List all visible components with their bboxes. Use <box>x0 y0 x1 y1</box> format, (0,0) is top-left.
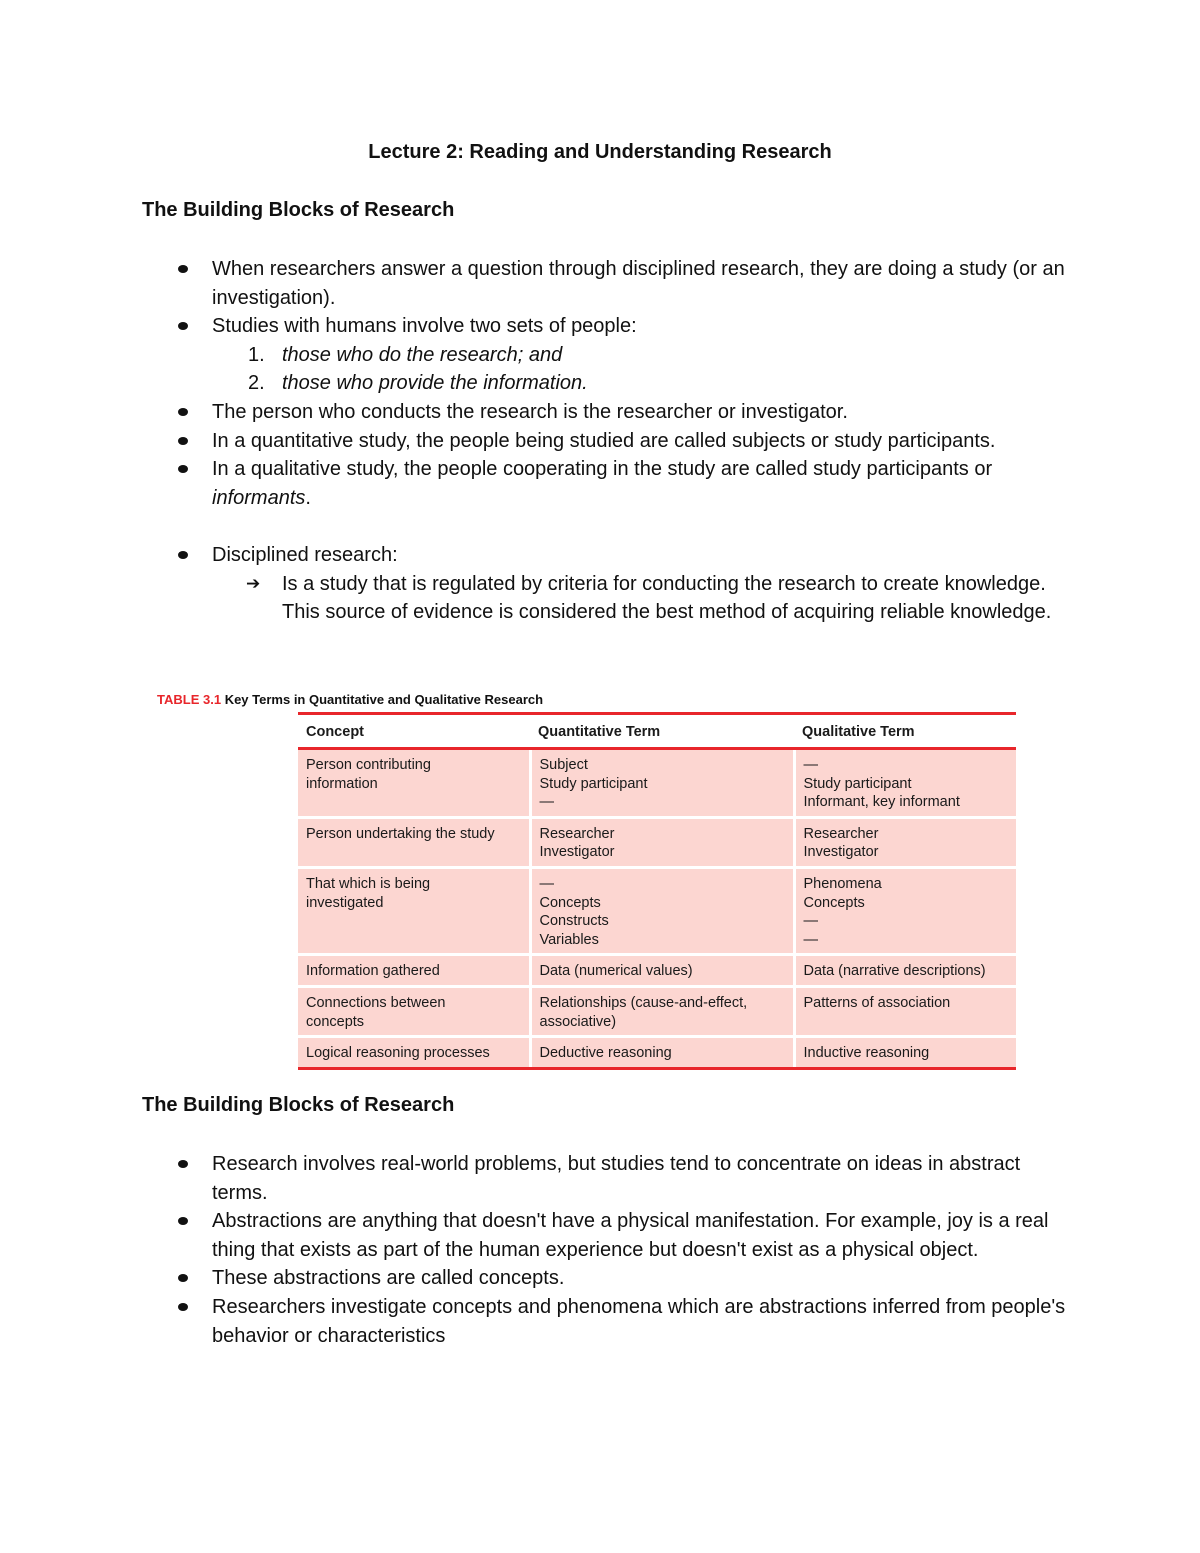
table-row <box>298 986 1016 1036</box>
bullet-dot-icon <box>178 265 188 273</box>
cell-line: Connections between <box>306 994 446 1011</box>
cell-line: Concepts <box>803 894 865 911</box>
bullet-text-end: . <box>305 486 311 509</box>
table-cell-quant <box>530 1037 794 1069</box>
bullet-item <box>212 1207 1072 1264</box>
cell-line: Data (numerical values) <box>539 963 693 980</box>
numbered-list <box>212 341 1072 398</box>
bullet-item <box>212 427 1072 456</box>
bullet-item <box>212 1293 1072 1350</box>
table-caption <box>157 692 543 707</box>
table-cell-qual <box>794 867 1016 954</box>
numbered-item <box>212 369 1072 398</box>
table-cell-concept <box>298 817 530 867</box>
numbered-item <box>212 341 1072 370</box>
cell-line: Researcher <box>539 825 615 842</box>
bullet-item <box>212 1150 1072 1207</box>
table-cell-qual <box>794 986 1016 1036</box>
bullet-dot-icon <box>178 437 188 445</box>
cell-line: Concepts <box>539 894 601 911</box>
bullet-dot-icon <box>178 1274 188 1282</box>
cell-line: Information gathered <box>306 963 440 980</box>
bullet-dot-icon <box>178 1160 188 1168</box>
bullet-text: These abstractions are called concepts. <box>212 1267 565 1290</box>
table-cell-quant <box>530 867 794 954</box>
section-heading-2: The Building Blocks of Research <box>142 1094 455 1116</box>
cell-line: Investigator <box>803 844 879 861</box>
bullet-item <box>212 398 1072 427</box>
cell-line: Phenomena <box>803 875 882 892</box>
key-terms-table <box>298 712 1016 1070</box>
cell-line: Person undertaking the study <box>306 825 495 842</box>
cell-line: Study participant <box>803 775 912 792</box>
arrow-item <box>212 570 1072 627</box>
table-row <box>298 867 1016 954</box>
arrow-list <box>212 570 1072 627</box>
table-cell-quant <box>530 986 794 1036</box>
bullet-text: Studies with humans involve two sets of people: <box>212 315 637 338</box>
cell-line: Data (narrative descriptions) <box>803 963 986 980</box>
cell-line: associative) <box>539 1013 617 1030</box>
table-cell-concept <box>298 955 530 987</box>
column-header: Qualitative Term <box>794 714 1016 749</box>
table-row <box>298 1037 1016 1069</box>
cell-line: Informant, key informant <box>803 794 960 811</box>
cell-line: — <box>803 913 818 930</box>
cell-line: Person contributing <box>306 757 431 773</box>
bullet-dot-icon <box>178 322 188 330</box>
table-cell-concept <box>298 749 530 818</box>
section-1-bullet-list <box>212 255 1072 627</box>
cell-line: Deductive reasoning <box>539 1045 672 1062</box>
table-row <box>298 749 1016 818</box>
table-cell-qual <box>794 955 1016 987</box>
cell-line: — <box>803 931 818 948</box>
cell-line: Relationships (cause-and-effect, <box>539 994 748 1011</box>
bullet-dot-icon <box>178 1303 188 1311</box>
cell-line: Logical reasoning processes <box>306 1045 490 1062</box>
table-cell-qual <box>794 749 1016 818</box>
arrow-item-text: Is a study that is regulated by criteria for conducting the research to create knowledge. This source of evidence is considered the best method of acquiring reliable knowledge. <box>282 572 1052 624</box>
cell-line: Researcher <box>803 825 879 842</box>
column-header: Concept <box>298 714 530 749</box>
cell-line: investigated <box>306 894 384 911</box>
bullet-item <box>212 255 1072 312</box>
table-row <box>298 955 1016 987</box>
cell-line: — <box>539 794 554 811</box>
cell-line: Constructs <box>539 913 609 930</box>
table-cell-quant <box>530 817 794 867</box>
cell-line: Subject <box>539 757 588 773</box>
table-title: Key Terms in Quantitative and Qualitative Research <box>224 692 544 707</box>
bullet-item <box>212 312 1072 398</box>
bullet-text-italic: informants <box>212 486 306 509</box>
bullet-text: The person who conducts the research is the researcher or investigator. <box>212 400 848 423</box>
cell-line: Inductive reasoning <box>803 1045 930 1062</box>
bullet-text: Disciplined research: <box>212 543 398 566</box>
page-title: Lecture 2: Reading and Understanding Research <box>368 141 832 163</box>
bullet-text: In a qualitative study, the people cooperating in the study are called study participants or <box>212 458 993 481</box>
cell-line: Study participant <box>539 775 648 792</box>
cell-line: — <box>539 875 554 892</box>
numbered-text: those who do the research; and <box>282 343 563 366</box>
bullet-dot-icon <box>178 408 188 416</box>
section-heading-1: The Building Blocks of Research <box>142 199 455 221</box>
arrow-right-icon: ➔ <box>246 573 261 594</box>
table-header-row <box>298 714 1016 749</box>
bullet-text: In a quantitative study, the people being studied are called subjects or study participants. <box>212 429 996 452</box>
column-header: Quantitative Term <box>530 714 794 749</box>
bullet-dot-icon <box>178 465 188 473</box>
bullet-item <box>212 455 1072 512</box>
bullet-item <box>212 1264 1072 1293</box>
table-cell-qual <box>794 817 1016 867</box>
table-cell-quant <box>530 749 794 818</box>
table-cell-quant <box>530 955 794 987</box>
bullet-text: Research involves real-world problems, but studies tend to concentrate on ideas in abstract terms. <box>212 1153 1021 1204</box>
table-cell-concept <box>298 986 530 1036</box>
cell-line: concepts <box>306 1013 365 1030</box>
number-marker: 2. <box>248 372 265 395</box>
number-marker: 1. <box>248 343 265 366</box>
bullet-dot-icon <box>178 551 188 559</box>
numbered-text: those who provide the information. <box>282 372 588 395</box>
cell-line: Investigator <box>539 844 615 861</box>
bullet-item <box>212 541 1072 627</box>
bullet-text: Researchers investigate concepts and phenomena which are abstractions inferred from people's behavior or characteristics <box>212 1295 1066 1347</box>
bullet-dot-icon <box>178 1217 188 1225</box>
bullet-text: Abstractions are anything that doesn't have a physical manifestation. For example, joy is a real thing that exists as part of the human experience but doesn't exist as a physical object. <box>212 1210 1049 1261</box>
cell-line: Variables <box>539 931 599 948</box>
table-cell-concept <box>298 1037 530 1069</box>
cell-line: Patterns of association <box>803 994 951 1011</box>
cell-line: — <box>803 757 818 773</box>
cell-line: That which is being <box>306 875 431 892</box>
table-cell-concept <box>298 867 530 954</box>
section-2-bullet-list <box>212 1150 1072 1350</box>
table-row <box>298 817 1016 867</box>
table-label: TABLE 3.1 <box>157 692 222 707</box>
cell-line: information <box>306 775 378 792</box>
bullet-text: When researchers answer a question through disciplined research, they are doing a study (or an investigation). <box>212 258 1065 309</box>
table-cell-qual <box>794 1037 1016 1069</box>
